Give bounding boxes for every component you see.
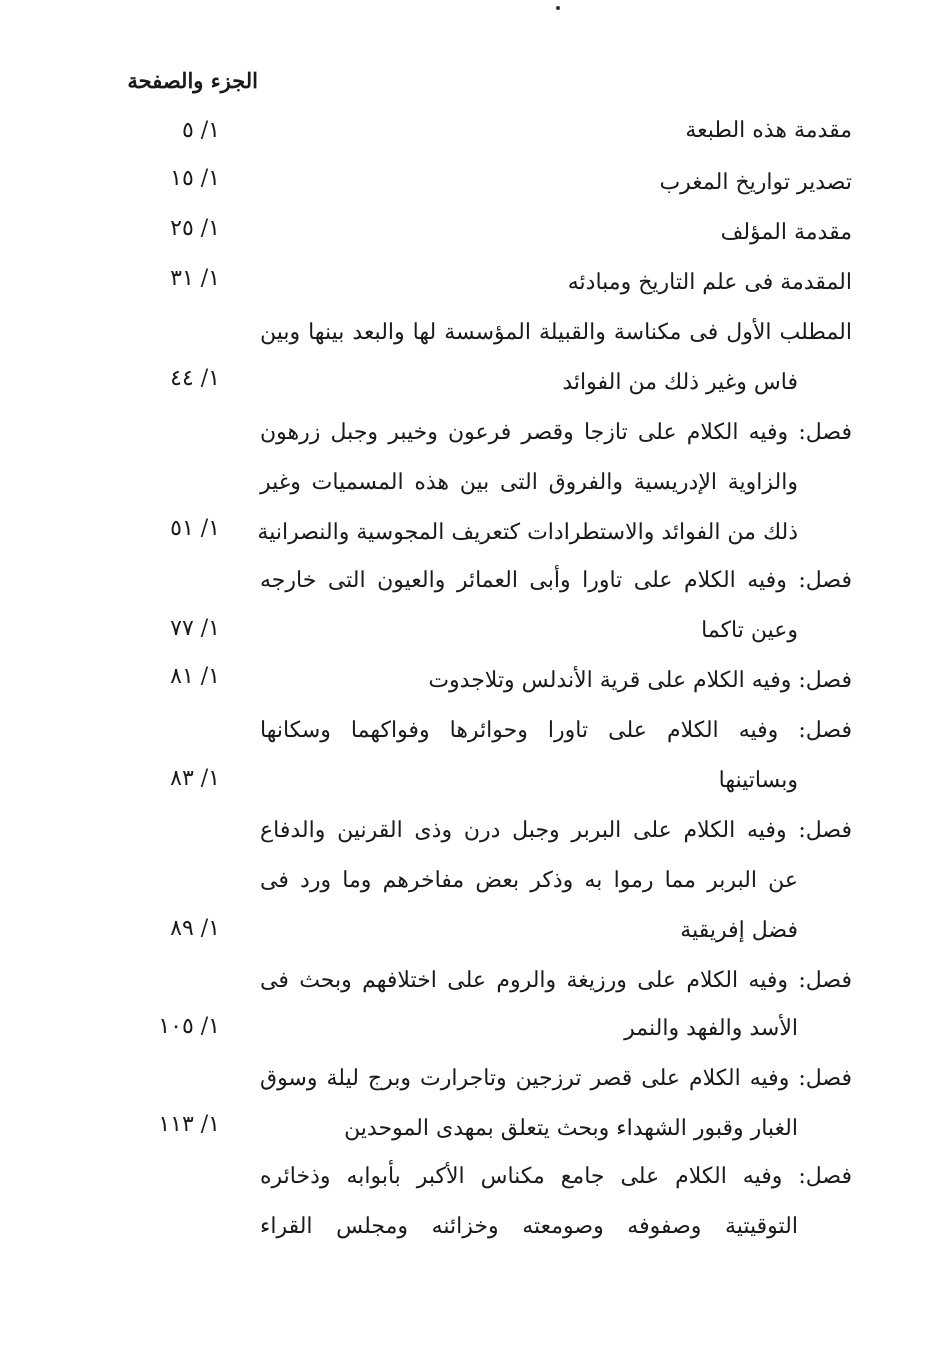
toc-entry-page-ref: ١/ ٨١ bbox=[170, 664, 220, 689]
toc-entry-line: فصل: وفيه الكلام على تازجا وقصر فرعون وخيبر وجبل زرهون bbox=[260, 420, 852, 445]
toc-entry-line: المقدمة فى علم التاريخ ومبادئه bbox=[567, 270, 852, 295]
toc-entry-line: الغبار وقبور الشهداء وبحث يتعلق بمهدى الموحدين bbox=[344, 1116, 798, 1141]
toc-entry-page-ref: ١/ ٧٧ bbox=[170, 616, 220, 641]
toc-entry-line: الأسد والفهد والنمر bbox=[624, 1016, 798, 1041]
toc-entry-line: مقدمة المؤلف bbox=[720, 220, 852, 245]
toc-entry-line: فاس وغير ذلك من الفوائد bbox=[562, 370, 798, 395]
toc-entry-line: فصل: وفيه الكلام على تاورا وحوائرها وفواكهما وسكانها bbox=[260, 718, 852, 743]
toc-entry-line: المطلب الأول فى مكناسة والقبيلة المؤسسة لها والبعد بينها وبين bbox=[260, 320, 852, 345]
toc-entry-line: وعين تاكما bbox=[701, 618, 798, 643]
toc-entry-page-ref: ١/ ٣١ bbox=[170, 266, 220, 291]
toc-entry-page-ref: ١/ ١٠٥ bbox=[158, 1014, 220, 1039]
page-dot-mark bbox=[556, 6, 560, 10]
toc-entry-page-ref: ١/ ٢٥ bbox=[170, 216, 220, 241]
toc-entry-page-ref: ١/ ٨٣ bbox=[170, 766, 220, 791]
toc-entry-line: فصل: وفيه الكلام على قصر ترزجين وتاجرارت وبرج ليلة وسوق bbox=[260, 1066, 852, 1091]
toc-entry-line: فصل: وفيه الكلام على البربر وجبل درن وذى القرنين والدفاع bbox=[260, 818, 852, 843]
toc-entry-page-ref: ١/ ٥١ bbox=[170, 516, 220, 541]
toc-entry-line: مقدمة هذه الطبعة bbox=[685, 118, 852, 143]
toc-entry-line: فصل: وفيه الكلام على جامع مكناس الأكبر بأبوابه وذخائره bbox=[260, 1164, 852, 1189]
toc-entry-line: والزاوية الإدريسية والفروق التى بين هذه المسميات وغير bbox=[260, 470, 798, 495]
toc-entry-page-ref: ١/ ١١٣ bbox=[158, 1112, 220, 1137]
toc-entry-page-ref: ١/ ١٥ bbox=[170, 166, 220, 191]
toc-entry-line: فصل: وفيه الكلام على ورزيغة والروم على اختلافهم وبحث فى bbox=[260, 968, 852, 993]
volume-page-column-header: الجزء والصفحة bbox=[127, 68, 258, 93]
toc-entry-line: فصل: وفيه الكلام على قرية الأندلس وتلاجدوت bbox=[428, 668, 852, 693]
toc-entry-line: تصدير تواريخ المغرب bbox=[659, 170, 852, 195]
toc-entry-line: التوقيتية وصفوفه وصومعته وخزائنه ومجلس القراء bbox=[260, 1214, 798, 1239]
toc-entry-line: ذلك من الفوائد والاستطرادات كتعريف المجوسية والنصرانية bbox=[257, 520, 798, 545]
toc-entry-line: وبساتينها bbox=[718, 768, 798, 793]
toc-entry-line: فصل: وفيه الكلام على تاورا وأبى العمائر والعيون التى خارجه bbox=[260, 568, 852, 593]
toc-entry-page-ref: ١/ ٥ bbox=[181, 118, 220, 143]
toc-entry-line: عن البربر مما رموا به وذكر بعض مفاخرهم وما ورد فى bbox=[260, 868, 798, 893]
toc-entry-page-ref: ١/ ٤٤ bbox=[170, 366, 220, 391]
toc-entry-page-ref: ١/ ٨٩ bbox=[170, 916, 220, 941]
toc-entry-line: فضل إفريقية bbox=[680, 918, 798, 943]
